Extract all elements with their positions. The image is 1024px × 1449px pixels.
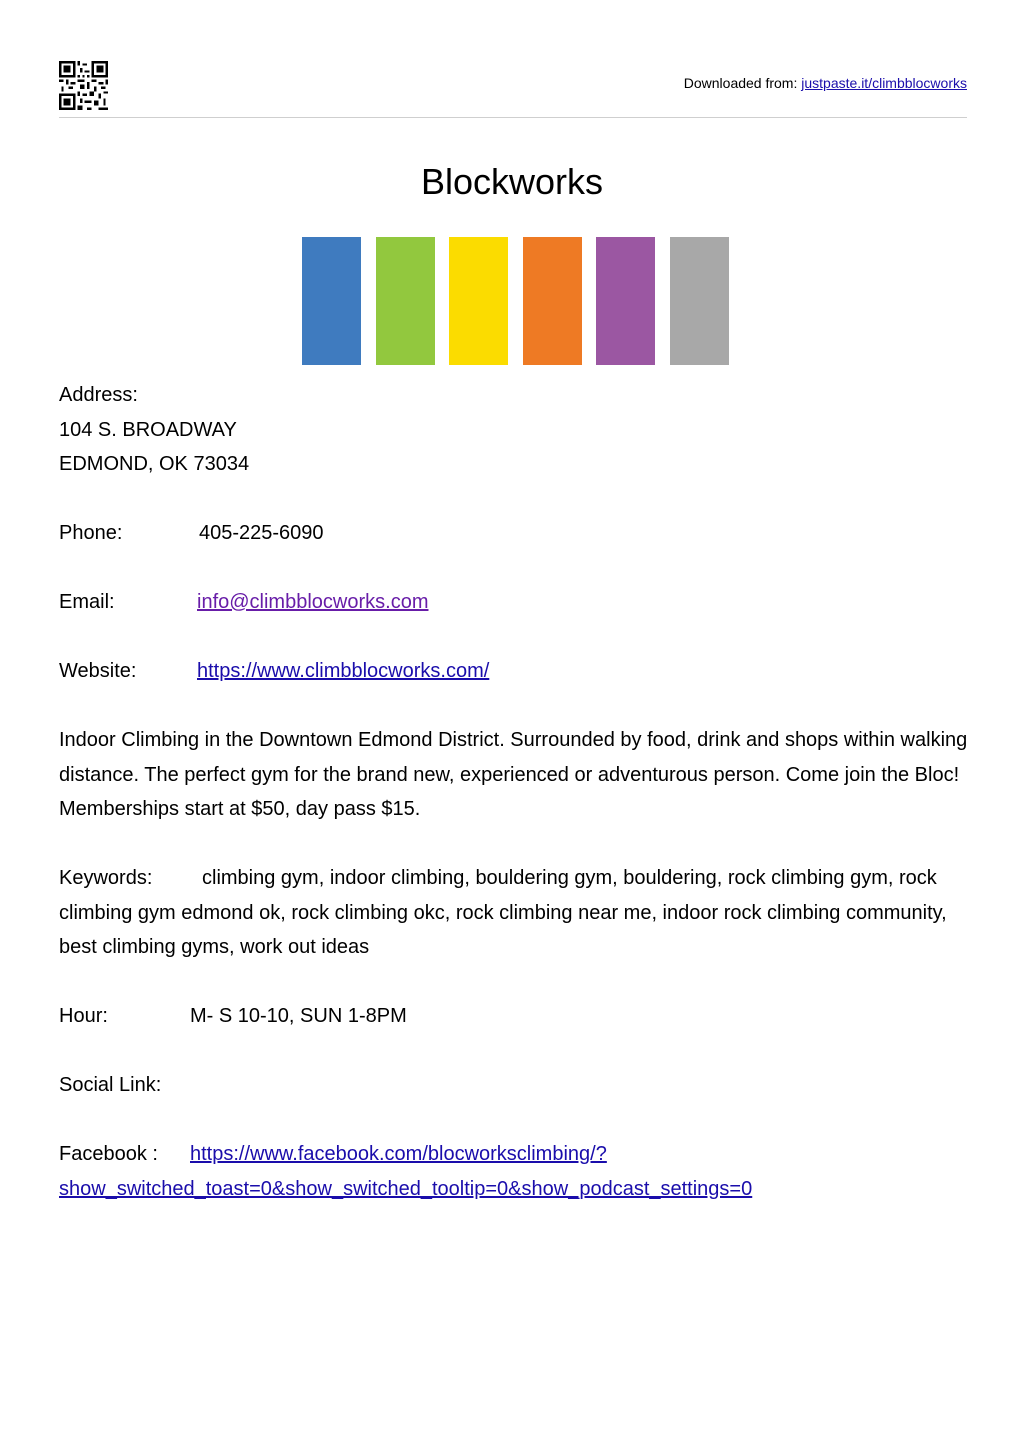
website-link[interactable]: https://www.climbblocworks.com/ xyxy=(197,660,490,682)
logo-bar-blue xyxy=(302,237,361,365)
logo-bar-yellow xyxy=(449,237,508,365)
source-link[interactable]: justpaste.it/climbblocworks xyxy=(801,75,967,91)
downloaded-label: Downloaded from: xyxy=(683,75,798,91)
facebook-label: Facebook : xyxy=(59,1143,158,1165)
keywords-label: Keywords: xyxy=(59,867,153,889)
business-details xyxy=(59,378,969,1206)
address-line-2: EDMOND, OK 73034 xyxy=(59,453,250,475)
color-bars-logo xyxy=(302,237,730,365)
social-label: Social Link: xyxy=(59,1074,162,1096)
hours-label: Hour: xyxy=(59,1005,108,1027)
facebook-link-line-2[interactable]: show_switched_toast=0&show_switched_tooltip=0&show_podcast_settings=0 xyxy=(59,1177,753,1200)
hours-row xyxy=(59,999,969,1034)
page-header xyxy=(59,59,967,118)
address-line-1: 104 S. BROADWAY xyxy=(59,418,237,441)
description: Indoor Climbing in the Downtown Edmond District. Surrounded by food, drink and shops within walking distance. The perfect gym for the brand new, experienced or adventurous person. Come join the Bloc! Memberships start at $50, day pass $15. xyxy=(59,729,968,820)
phone-row xyxy=(59,516,969,551)
facebook-link-line-1[interactable]: https://www.facebook.com/blocworksclimbing/? xyxy=(190,1143,607,1165)
logo-bar-green xyxy=(376,237,435,365)
facebook-row xyxy=(59,1137,969,1172)
logo-bar-purple xyxy=(596,237,655,365)
email-row xyxy=(59,585,969,620)
keywords-value: climbing gym, indoor climbing, bouldering gym, bouldering, rock climbing gym, rock climbing gym edmond ok, rock climbing okc, rock climbing near me, indoor rock climbing community, best climbing gyms, work out ideas xyxy=(59,867,947,958)
website-label: Website: xyxy=(59,660,137,682)
downloaded-from xyxy=(684,75,967,91)
address-label: Address: xyxy=(59,384,138,406)
logo-bar-orange xyxy=(523,237,582,365)
email-link[interactable]: info@climbblocworks.com xyxy=(197,591,429,613)
phone-label: Phone: xyxy=(59,522,123,544)
phone-value: 405-225-6090 xyxy=(199,522,324,544)
page-title: Blockworks xyxy=(420,161,604,202)
email-label: Email: xyxy=(59,591,115,613)
facebook-row-2 xyxy=(59,1172,969,1207)
website-row xyxy=(59,654,969,689)
logo-bar-gray xyxy=(670,237,729,365)
qr-code-icon xyxy=(59,61,108,110)
keywords xyxy=(59,861,969,965)
hours-value: M- S 10-10, SUN 1-8PM xyxy=(190,1005,407,1027)
